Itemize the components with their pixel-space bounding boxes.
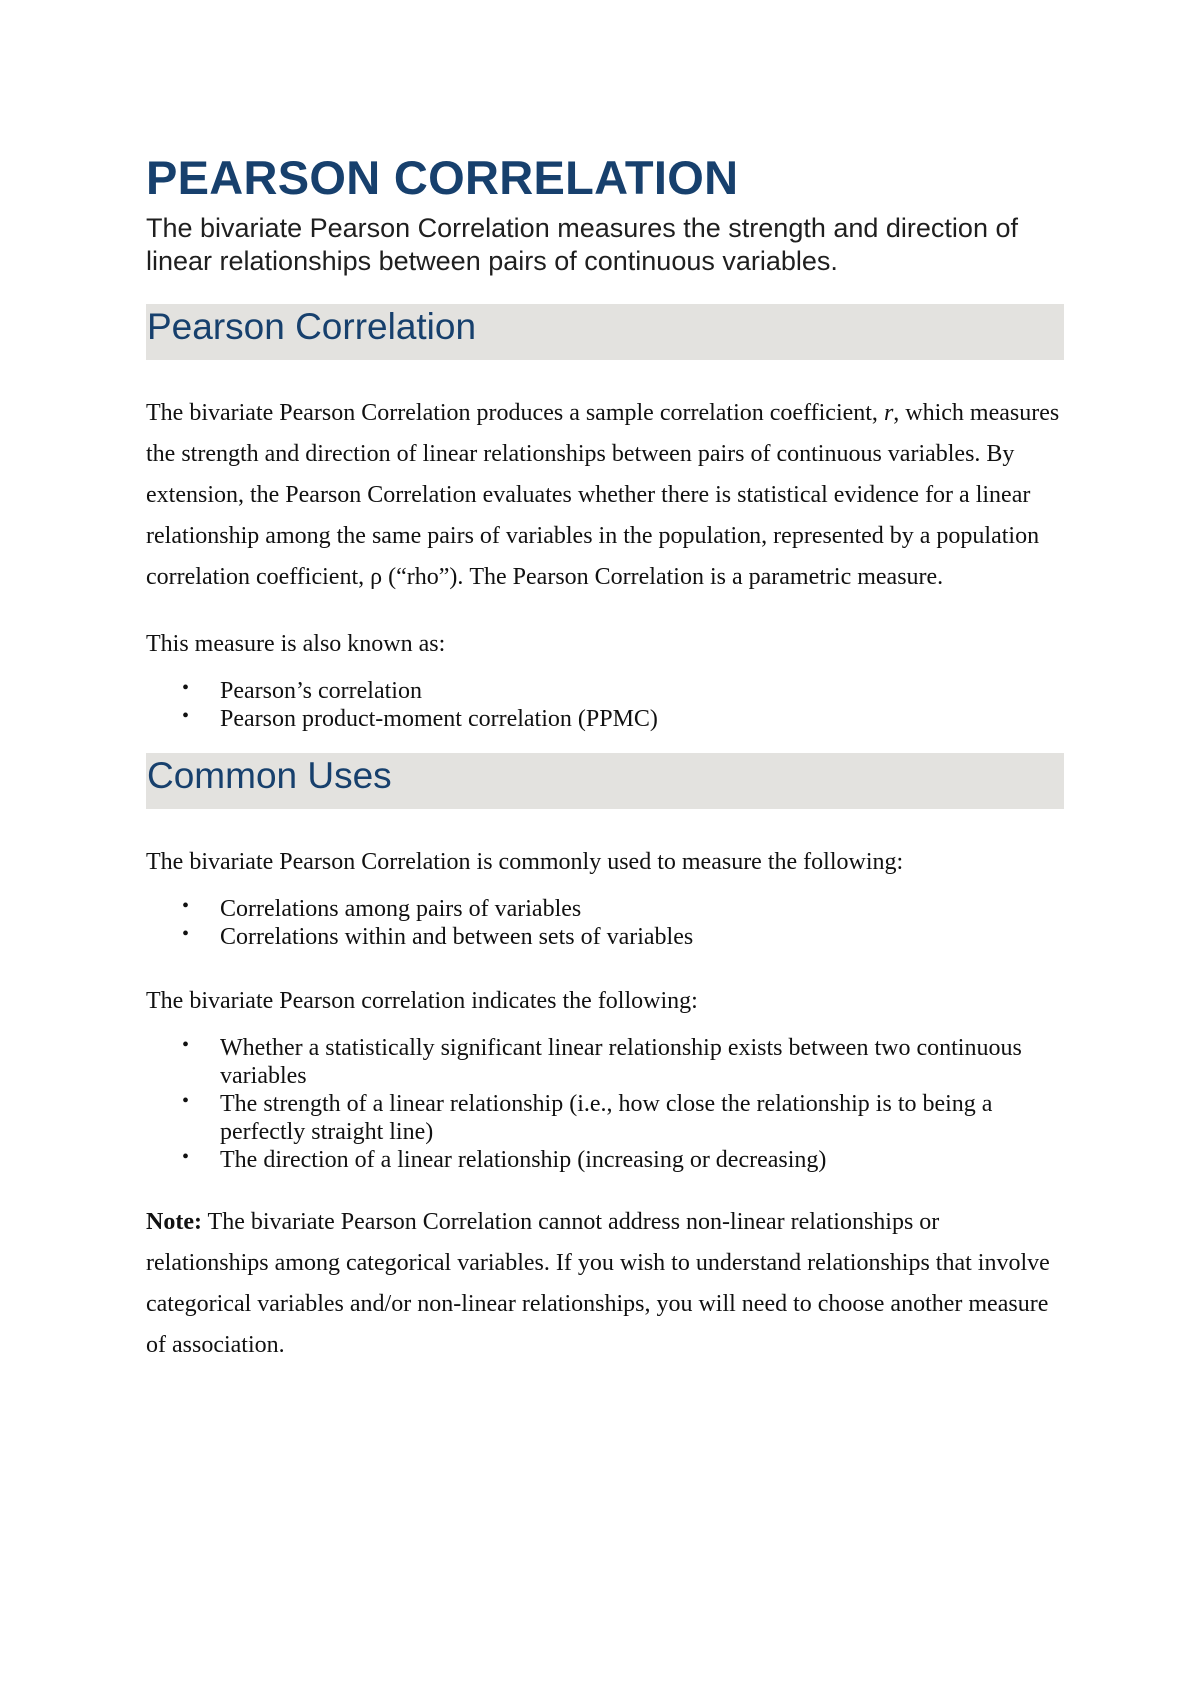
list-item: • Correlations among pairs of variables <box>220 895 1064 923</box>
page-subtitle: The bivariate Pearson Correlation measures the strength and direction of linear relationships between pairs of continuous variables. <box>146 213 1018 276</box>
list-item: • The strength of a linear relationship (i.e., how close the relationship is to being a perfectly straight line) <box>220 1090 1064 1146</box>
paragraph-indicates-intro: The bivariate Pearson correlation indicates the following: <box>146 988 698 1014</box>
list-item: • The direction of a linear relationship (increasing or decreasing) <box>220 1146 1064 1174</box>
definition-text-part-1: The bivariate Pearson Correlation produces a sample correlation coefficient, <box>146 400 884 426</box>
paragraph-definition <box>146 393 1064 598</box>
aliases-list <box>146 677 1064 733</box>
section-heading-common-uses: Common Uses <box>146 753 1064 809</box>
note-label: Note: <box>146 1209 202 1235</box>
section-heading-pearson: Pearson Correlation <box>146 304 1064 360</box>
definition-text-part-2: , which measures the strength and direction of linear relationships between pairs of continuous variables. By extension, the Pearson Correlation evaluates whether there is statistical evidence for a linear relationship among the same pairs of variables in the population, represented by a population correlation coefficient, ρ (“rho”). The Pearson Correlation is a parametric measure. <box>146 400 1060 590</box>
coefficient-symbol-r: r <box>883 400 894 426</box>
paragraph-note <box>146 1202 1064 1366</box>
bullet-icon: • <box>182 923 190 945</box>
page-title: PEARSON CORRELATION <box>146 151 739 204</box>
bullet-icon: • <box>182 677 190 699</box>
list-item: • Correlations within and between sets of variables <box>220 923 1064 951</box>
paragraph-also-known-as: This measure is also known as: <box>146 631 446 657</box>
bullet-icon: • <box>182 1090 190 1112</box>
paragraph-uses-intro: The bivariate Pearson Correlation is commonly used to measure the following: <box>146 849 904 875</box>
bullet-icon: • <box>182 1146 190 1168</box>
bullet-icon: • <box>182 1034 190 1056</box>
list-item: • Pearson’s correlation <box>220 677 1064 705</box>
bullet-icon: • <box>182 895 190 917</box>
note-text: The bivariate Pearson Correlation cannot address non-linear relationships or relationships among categorical variables. If you wish to understand relationships that involve categorical variables and/or non-linear relationships, you will need to choose another measure of association. <box>146 1209 1050 1358</box>
uses-list <box>146 895 1064 951</box>
bullet-icon: • <box>182 705 190 727</box>
list-item: • Pearson product-moment correlation (PPMC) <box>220 705 1064 733</box>
indicates-list <box>146 1034 1064 1174</box>
document-page <box>146 150 1064 1366</box>
list-item: • Whether a statistically significant linear relationship exists between two continuous variables <box>220 1034 1064 1090</box>
